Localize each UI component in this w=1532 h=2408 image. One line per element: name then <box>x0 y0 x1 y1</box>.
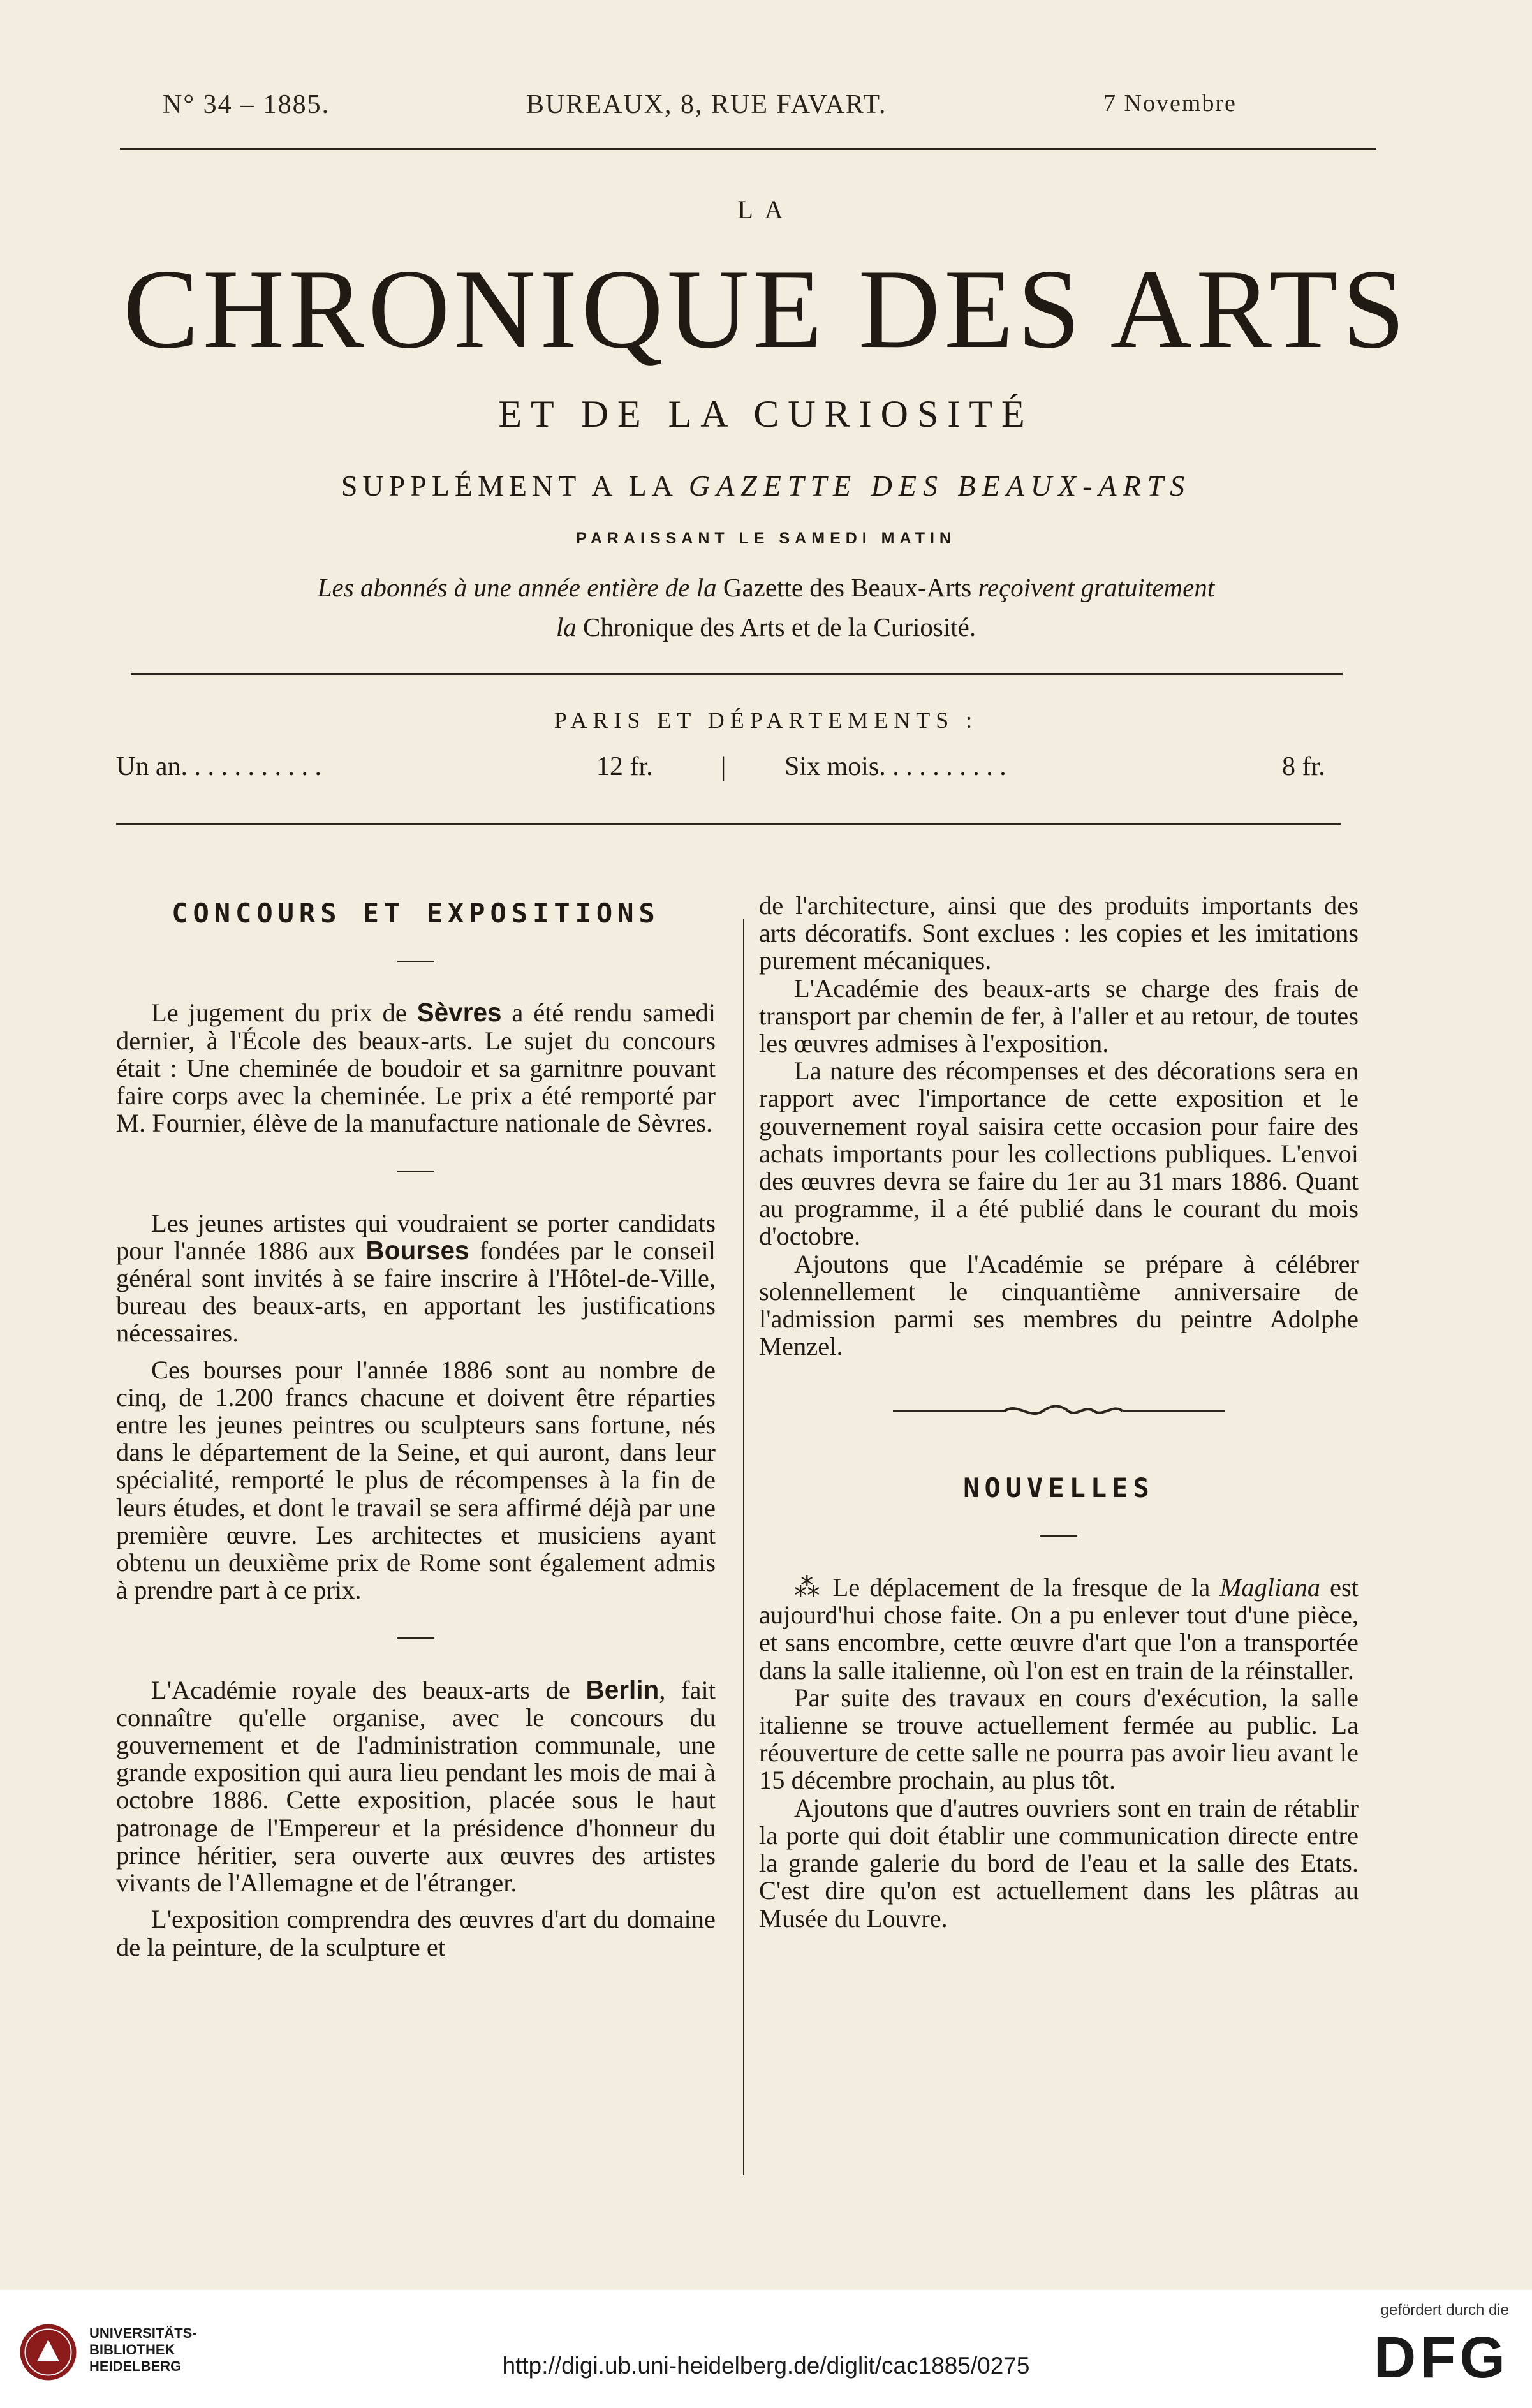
subscription-rule <box>116 823 1341 825</box>
item-divider <box>116 1155 716 1182</box>
half-year-subscription-price: 8 fr. <box>1282 752 1325 781</box>
paragraph-berlin: L'Académie royale des beaux-arts de Berlin, fait connaître qu'elle organise, avec le concours du gouvernement et de l'administration communale, une grande exposition qui aura lieu pendant les mois de mai à octobre 1886. Cette exposition, placée sous le haut patronage de l'Empereur et la présidence d'honneur du prince héritier, sera ouverte aux œuvres des artistes vivants de l'Allemagne et de l'étranger. <box>116 1674 716 1898</box>
column-rule <box>743 919 744 2175</box>
subscription-heading: PARIS ET DÉPARTEMENTS : <box>554 707 978 733</box>
issue-number: N° 34 – 1885. <box>163 90 330 119</box>
section-heading-concours: CONCOURS ET EXPOSITIONS <box>172 897 660 929</box>
keyword-sevres: Sèvres <box>416 998 502 1028</box>
masthead-title: CHRONIQUE DES ARTS <box>123 246 1409 372</box>
paragraph-sevres: Le jugement du prix de Sèvres a été rendu samedi dernier, à l'École des beaux-arts. Le sujet du concours était : Une cheminée de boudoir et sa garnitnre pouvant faire corps avec la cheminée. Le prix a été remporté par M. Fournier, élève de la manufacture nationale de Sèvres. <box>116 998 716 1138</box>
masthead-rule <box>131 673 1343 675</box>
paragraph-architecture: de l'architecture, ainsi que des produits importants des arts décoratifs. Sont exclues : les copies et les imitations purement mécaniques. <box>759 891 1359 975</box>
asterism-icon: ⁂ <box>794 1573 823 1602</box>
ornament-flourish-icon <box>893 1398 1225 1424</box>
section-heading-nouvelles: NOUVELLES <box>963 1472 1154 1503</box>
issue-date: 7 Novembre <box>1103 90 1237 117</box>
keyword-magliana: Magliana <box>1219 1573 1320 1602</box>
price-separator: | <box>721 752 726 781</box>
library-footer <box>0 2290 1532 2408</box>
paragraph-bourses: Les jeunes artistes qui voudraient se porter candidats pour l'année 1886 aux Bourses fondées par le conseil général sont invités à se faire inscrire à l'Hôtel-de-Ville, bureau des beaux-arts, en apportant les justifications nécessaires. <box>116 1208 716 1348</box>
ornament-divider <box>759 1398 1359 1429</box>
notice-text-1a: Les abonnés à une année entière de la <box>317 573 717 602</box>
notice-text-1c: reçoivent gratuitement <box>978 573 1215 602</box>
paragraph-exposition: L'exposition comprendra des œuvres d'art du domaine de la peinture, de la sculpture et <box>116 1905 716 1961</box>
subscriber-notice <box>0 568 1532 647</box>
funding-label: gefördert durch die <box>1380 2301 1509 2319</box>
paragraph-bourses-detail: Ces bourses pour l'année 1886 sont au nombre de cinq, de 1.200 francs chacune et doivent être réparties entre les jeunes peintres ou sculpteurs sans fortune, nés dans le département de la Seine, et qui auront, dans leur spécialité, remporté le plus de récompenses à la fin de leurs études, et dont le travail se sera affirmé déjà par une première œuvre. Les architectes et musiciens ayant obtenu un deuxième prix de Rome sont également admis à prendre part à ce prix. <box>116 1355 716 1605</box>
publication-schedule: PARAISSANT LE SAMEDI MATIN <box>576 529 956 547</box>
left-column <box>116 899 716 1961</box>
year-subscription-price: 12 fr. <box>596 752 653 781</box>
supplement-title: GAZETTE DES BEAUX-ARTS <box>688 469 1191 502</box>
notice-text-2b: Chronique des Arts et de la Curiosité. <box>583 612 976 642</box>
news-item-louvre: Ajoutons que d'autres ouvriers sont en train de rétablir la porte qui doit établir une communication directe entre la grande galerie du bord de l'eau et la salle des Etats. C'est dire qu'on est actuellement dans les plâtras au Musée du Louvre. <box>759 1793 1359 1933</box>
news-item-magliana: ⁂ Le déplacement de la fresque de la Magliana est aujourd'hui chose faite. On a pu enlever tout d'une pièce, et sans encombre, cette œuvre d'art que l'on a transportée dans la salle italienne, où l'on est en train de la réinstaller. <box>759 1573 1359 1685</box>
notice-text-1b: Gazette des Beaux-Arts <box>723 573 972 602</box>
paragraph-recompenses: La nature des récompenses et des décorations sera en rapport avec l'importance de cette exposition et le gouvernement royal saisira cette occasion pour faire des achats importants pour les collections publiques. L'envoi des œuvres devra se faire du 1er au 31 mars 1886. Quant au programme, il a été publié dans le courant du mois d'octobre. <box>759 1056 1359 1251</box>
paragraph-transport: L'Académie des beaux-arts se charge des frais de transport par chemin de fer, à l'aller et au retour, de toutes les œuvres admises à l'exposition. <box>759 973 1359 1058</box>
year-subscription-label: Un an. . . . . . . . . . . <box>116 752 321 781</box>
office-address: BUREAUX, 8, RUE FAVART. <box>526 90 887 119</box>
paragraph-menzel: Ajoutons que l'Académie se prépare à célébrer solennellement le cinquantième anniversaire de l'admission parmi ses membres du peintre Adolphe Menzel. <box>759 1249 1359 1361</box>
half-year-subscription-label: Six mois. . . . . . . . . . <box>784 752 1006 781</box>
library-name: UNIVERSITÄTS- BIBLIOTHEK HEIDELBERG <box>89 2325 197 2374</box>
source-url[interactable]: http://digi.ub.uni-heidelberg.de/diglit/cac1885/0275 <box>502 2353 1030 2379</box>
header-rule <box>120 148 1376 150</box>
section-divider <box>116 945 716 972</box>
dfg-logo: DFG <box>1373 2325 1509 2390</box>
section-divider <box>759 1519 1359 1547</box>
supplement-prefix: SUPPLÉMENT A LA <box>341 469 677 502</box>
item-divider <box>116 1621 716 1649</box>
masthead-article: LA <box>737 195 795 224</box>
keyword-bourses: Bourses <box>365 1235 469 1265</box>
right-column <box>759 892 1359 1932</box>
news-item-salle-italienne: Par suite des travaux en cours d'exécution, la salle italienne se trouve actuellement fermée au public. La réouverture de cette salle ne pourra pas avoir lieu avant le 15 décembre prochain, au plus tôt. <box>759 1683 1359 1795</box>
notice-text-2a: la <box>556 612 577 642</box>
masthead-supplement <box>0 469 1532 503</box>
masthead-subtitle: ET DE LA CURIOSITÉ <box>498 393 1034 435</box>
keyword-berlin: Berlin <box>586 1674 659 1704</box>
